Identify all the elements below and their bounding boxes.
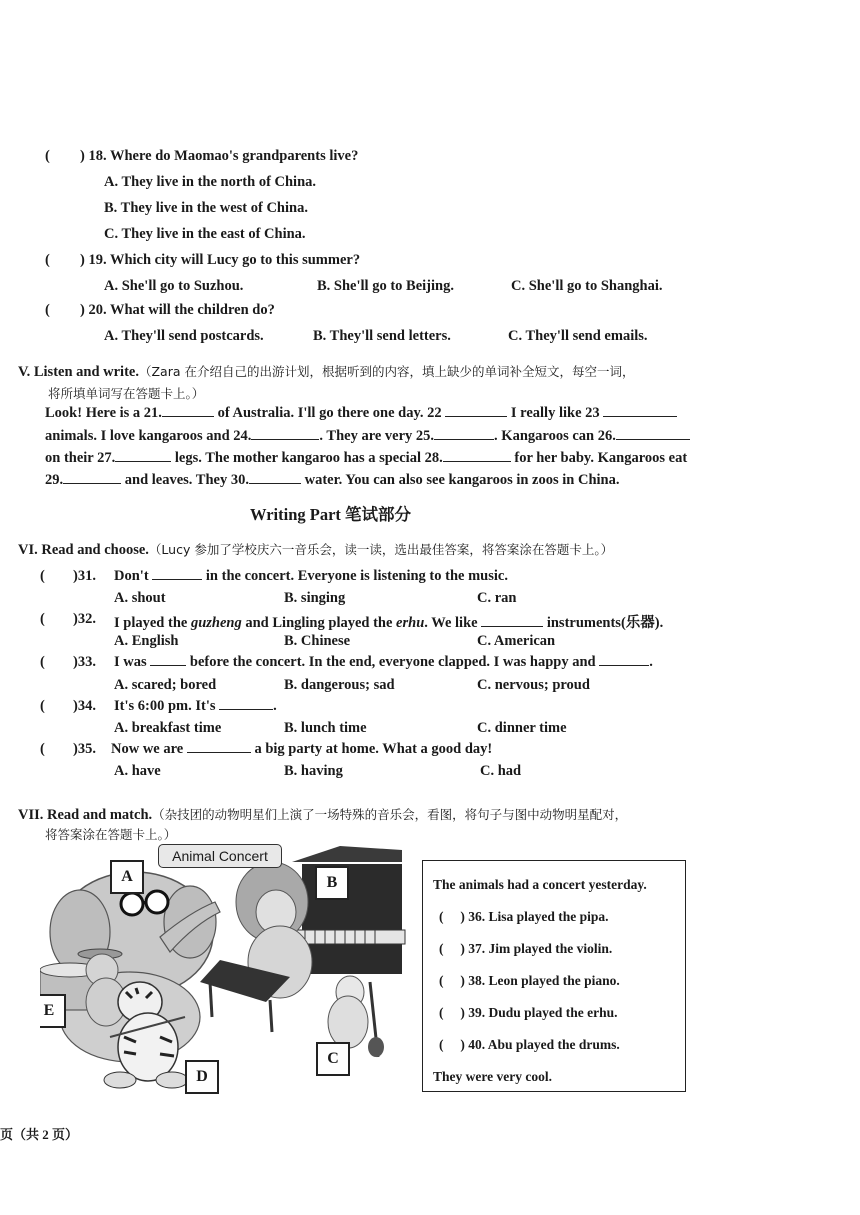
animal-concert-illustration	[40, 842, 408, 1094]
passage-line-1: Look! Here is a 21. of Australia. I'll go there one day. 22 I really like 23	[45, 405, 677, 422]
q33-num: )33.	[73, 654, 96, 670]
match-item-39[interactable]: ( ) 39. Dudu played the erhu.	[439, 1005, 618, 1020]
q18-option-c: C. They live in the east of China.	[104, 226, 306, 242]
section6-header	[18, 540, 613, 559]
label-a: A	[110, 860, 144, 894]
q33-option-c: C. nervous; proud	[477, 677, 590, 693]
blank-33b	[599, 654, 649, 666]
q34-option-c: C. dinner time	[477, 720, 567, 736]
label-c: C	[316, 1042, 350, 1076]
match-item-40[interactable]: ( ) 40. Abu played the drums.	[439, 1037, 620, 1052]
passage-line-4: 29. and leaves. They 30. water. You can also see kangaroos in zoos in China.	[45, 472, 620, 488]
q31-paren[interactable]: (	[40, 568, 45, 584]
q32-option-b: B. Chinese	[284, 633, 351, 649]
q20-option-b: B. They'll send letters.	[313, 328, 451, 344]
concert-drawing	[40, 842, 408, 1094]
blank-22[interactable]	[445, 405, 507, 417]
blank-32	[481, 615, 543, 627]
section6-heading: VI. Read and choose.	[18, 542, 149, 558]
q35-num: )35.	[73, 741, 96, 757]
q34-text: It's 6:00 pm. It's .	[114, 698, 277, 714]
q18-option-a: A. They live in the north of China.	[104, 174, 317, 190]
q34-option-a: A. breakfast time	[114, 720, 222, 736]
section5-header	[18, 362, 634, 381]
match-box	[422, 860, 686, 1092]
q18-question: ) 18. Where do Maomao's grandparents live?	[80, 148, 359, 164]
q32-option-c: C. American	[477, 633, 556, 649]
q34-option-b: B. lunch time	[284, 720, 367, 736]
q19-option-a: A. She'll go to Suzhou.	[104, 278, 244, 294]
q31-text: Don't in the concert. Everyone is listening to the music.	[114, 568, 508, 584]
match-item-37[interactable]: ( ) 37. Jim played the violin.	[439, 941, 613, 956]
q35-paren[interactable]: (	[40, 741, 45, 757]
blank-29[interactable]	[63, 472, 121, 484]
q19-paren[interactable]: (	[45, 252, 50, 268]
match-outro: They were very cool.	[433, 1069, 552, 1084]
blank-24[interactable]	[251, 428, 319, 440]
q32-text: I played the guzheng and Lingling played the erhu. We like instruments(乐器).	[114, 615, 664, 631]
blank-34	[219, 698, 273, 710]
q33-text: I was before the concert. In the end, everyone clapped. I was happy and .	[114, 654, 653, 670]
q32-paren[interactable]: (	[40, 611, 45, 627]
q33-paren[interactable]: (	[40, 654, 45, 670]
passage-line-2: animals. I love kangaroos and 24. . They are very 25. . Kangaroos can 26.	[45, 428, 690, 445]
q32-num: )32.	[73, 611, 96, 627]
section7-instruction-2: 将答案涂在答题卡上。）	[45, 827, 177, 842]
label-e: E	[40, 994, 66, 1028]
blank-27[interactable]	[115, 450, 171, 462]
match-item-38[interactable]: ( ) 38. Leon played the piano.	[439, 973, 620, 988]
q20-question: ) 20. What will the children do?	[80, 302, 275, 318]
blank-26[interactable]	[616, 428, 690, 440]
q35-text: Now we are a big party at home. What a good day!	[111, 741, 493, 757]
q31-option-a: A. shout	[114, 590, 166, 606]
q31-option-b: B. singing	[284, 590, 346, 606]
section7-heading: VII. Read and match.	[18, 807, 153, 823]
animal-concert-sign: Animal Concert	[158, 844, 282, 868]
blank-25[interactable]	[434, 428, 494, 440]
label-d: D	[185, 1060, 219, 1094]
q18-option-b: B. They live in the west of China.	[104, 200, 308, 216]
blank-23[interactable]	[603, 405, 677, 417]
q35-option-c: C. had	[480, 763, 522, 779]
section5-instruction: （Zara 在介绍自己的出游计划，根据听到的内容，填上缺少的单词补全短文，每空一词，	[138, 364, 635, 379]
q31-num: )31.	[73, 568, 96, 584]
q31-option-c: C. ran	[477, 590, 517, 606]
q20-option-c: C. They'll send emails.	[508, 328, 648, 344]
blank-35	[187, 741, 251, 753]
q34-paren[interactable]: (	[40, 698, 45, 714]
page-footer: 页（共 2 页）	[0, 1127, 79, 1142]
q18-paren[interactable]: (	[45, 148, 50, 164]
section7-instruction: （杂技团的动物明星们上演了一场特殊的音乐会，看图，将句子与图中动物明星配对，	[152, 807, 628, 822]
q19-option-b: B. She'll go to Beijing.	[317, 278, 454, 294]
blank-30[interactable]	[249, 472, 301, 484]
q33-option-a: A. scared; bored	[114, 677, 217, 693]
q32-option-a: A. English	[114, 633, 179, 649]
passage-line-3: on their 27. legs. The mother kangaroo has a special 28. for her baby. Kangaroos eat	[45, 450, 688, 466]
section5-instruction-2: 将所填单词写在答题卡上。）	[48, 386, 205, 401]
writing-part-title: Writing Part 笔试部分	[250, 505, 412, 524]
section7-header	[18, 805, 627, 824]
section6-instruction: （Lucy 参加了学校庆六一音乐会，读一读，选出最佳答案，将答案涂在答题卡上。）	[148, 542, 614, 557]
match-intro: The animals had a concert yesterday.	[433, 877, 647, 892]
q34-num: )34.	[73, 698, 96, 714]
q33-option-b: B. dangerous; sad	[284, 677, 395, 693]
q35-option-a: A. have	[114, 763, 161, 779]
label-b: B	[315, 866, 349, 900]
blank-33a	[150, 654, 186, 666]
blank-31	[152, 568, 202, 580]
q20-option-a: A. They'll send postcards.	[104, 328, 264, 344]
q20-paren[interactable]: (	[45, 302, 50, 318]
match-item-36[interactable]: ( ) 36. Lisa played the pipa.	[439, 909, 609, 924]
blank-28[interactable]	[443, 450, 511, 462]
section5-heading: V. Listen and write.	[18, 364, 139, 380]
q19-question: ) 19. Which city will Lucy go to this summer?	[80, 252, 361, 268]
q35-option-b: B. having	[284, 763, 343, 779]
q19-option-c: C. She'll go to Shanghai.	[511, 278, 663, 294]
blank-21[interactable]	[162, 405, 214, 417]
